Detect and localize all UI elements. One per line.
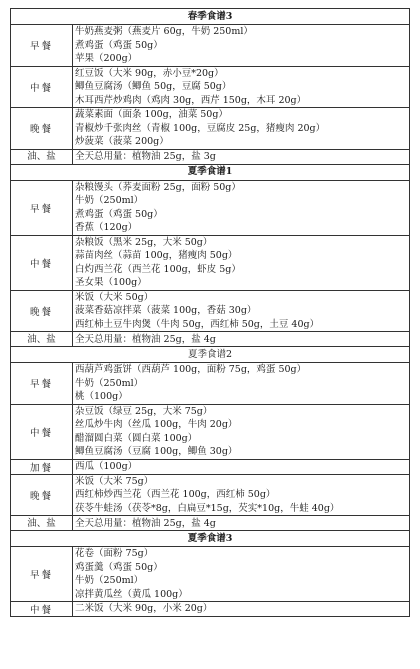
meal-row [11, 602, 410, 617]
meal-items [73, 332, 410, 347]
meal-items [73, 290, 410, 332]
food-item: 二米饭（大米 90g，小米 20g） [75, 603, 213, 615]
food-item: 杂豆饭（绿豆 25g，大米 75g） [75, 405, 213, 417]
meal-items [73, 235, 410, 290]
meal-items [73, 363, 410, 405]
meal-label: 中餐 [11, 602, 73, 617]
meal-items [73, 602, 410, 617]
food-item: 鲫鱼豆腐汤（豆腐 100g，鲫鱼 30g） [75, 446, 238, 457]
meal-row [11, 547, 410, 602]
section-title-row [11, 531, 410, 547]
meal-row [11, 459, 410, 474]
meal-row [11, 474, 410, 516]
recipe-table-body [11, 9, 410, 617]
daily-total-text: 全天总用量：植物油 25g，盐 3g [75, 151, 216, 162]
meal-items [73, 180, 410, 235]
meal-row [11, 108, 410, 150]
food-item: 西葫芦鸡蛋饼（西葫芦 100g，面粉 75g，鸡蛋 50g） [75, 364, 307, 375]
section-title-row [11, 347, 410, 363]
food-item: 花卷（面粉 75g） [75, 548, 154, 559]
meal-items [73, 459, 410, 474]
food-item: 牛奶（250ml） [75, 195, 144, 206]
food-item: 白灼西兰花（西兰花 100g，虾皮 5g） [75, 263, 241, 275]
meal-row [11, 404, 410, 459]
food-item: 苹果（200g） [75, 53, 138, 64]
meal-label: 晚餐 [11, 108, 73, 150]
meal-label: 早餐 [11, 180, 73, 235]
daily-total-row [11, 149, 410, 164]
food-item: 煮鸡蛋（鸡蛋 50g） [75, 208, 163, 220]
meal-label: 早餐 [11, 363, 73, 405]
meal-items [73, 25, 410, 67]
meal-row [11, 180, 410, 235]
daily-total-row [11, 332, 410, 347]
meal-items [73, 547, 410, 602]
meal-label: 晚餐 [11, 474, 73, 516]
meal-items [73, 404, 410, 459]
food-item: 醋溜圆白菜（圆白菜 100g） [75, 432, 198, 444]
food-item: 米饭（大米 50g） [75, 291, 154, 303]
meal-row [11, 363, 410, 405]
meal-row [11, 235, 410, 290]
food-item: 鲫鱼豆腐汤（鲫鱼 50g，豆腐 50g） [75, 81, 232, 92]
section-title: 春季食谱3 [11, 9, 410, 25]
food-item: 丝瓜炒牛肉（丝瓜 100g，牛肉 20g） [75, 419, 238, 430]
meal-items [73, 149, 410, 164]
daily-total-row [11, 516, 410, 531]
food-item: 香蕉（120g） [75, 222, 138, 233]
recipe-table [10, 8, 410, 617]
meal-items [73, 516, 410, 531]
daily-total-text: 全天总用量：植物油 25g，盐 4g [75, 333, 216, 345]
food-item: 蔬菜素面（面条 100g，油菜 50g） [75, 109, 228, 120]
section-title-row [11, 164, 410, 180]
section-title: 夏季食谱2 [11, 347, 410, 363]
food-item: 炒菠菜（菠菜 200g） [75, 136, 169, 147]
meal-label: 油、盐 [11, 149, 73, 164]
section-title-row [11, 9, 410, 25]
food-item: 桃（100g） [75, 391, 128, 402]
meal-label: 中餐 [11, 404, 73, 459]
food-item: 牛奶（250ml） [75, 575, 144, 586]
food-item: 牛奶（250ml） [75, 377, 144, 389]
food-item: 青椒炒千张肉丝（青椒 100g，豆腐皮 25g，猪瘦肉 20g） [75, 122, 326, 134]
food-item: 红豆饭（大米 90g，赤小豆*20g） [75, 67, 224, 79]
food-item: 圣女果（100g） [75, 277, 147, 288]
food-item: 凉拌黄瓜丝（黄瓜 100g） [75, 588, 188, 600]
meal-label: 晚餐 [11, 290, 73, 332]
meal-label: 中餐 [11, 235, 73, 290]
meal-label: 加餐 [11, 459, 73, 474]
food-item: 牛奶燕麦粥（燕麦片 60g，牛奶 250ml） [75, 26, 253, 37]
meal-label: 早餐 [11, 547, 73, 602]
food-item: 米饭（大米 75g） [75, 475, 154, 487]
meal-items [73, 474, 410, 516]
meal-row [11, 66, 410, 108]
section-title: 夏季食谱1 [11, 164, 410, 180]
food-item: 菠菜香菇凉拌菜（菠菜 100g，香菇 30g） [75, 305, 257, 316]
food-item: 西红柿炒西兰花（西兰花 100g，西红柿 50g） [75, 489, 276, 500]
section-title: 夏季食谱3 [11, 531, 410, 547]
food-item: 茯苓牛蛙汤（茯苓*8g，白扁豆*15g，芡实*10g，牛蛙 40g） [75, 502, 340, 514]
meal-label: 油、盐 [11, 516, 73, 531]
meal-row [11, 290, 410, 332]
food-item: 鸡蛋羹（鸡蛋 50g） [75, 561, 163, 573]
daily-total-text: 全天总用量：植物油 25g，盐 4g [75, 517, 216, 529]
food-item: 煮鸡蛋（鸡蛋 50g） [75, 39, 163, 51]
meal-label: 中餐 [11, 66, 73, 108]
meal-items [73, 66, 410, 108]
food-item: 木耳西芹炒鸡肉（鸡肉 30g，西芹 150g，木耳 20g） [75, 94, 307, 106]
food-item: 杂粮馒头（荞麦面粉 25g，面粉 50g） [75, 181, 241, 193]
food-item: 杂粮饭（黑米 25g，大米 50g） [75, 236, 213, 248]
meal-label: 早餐 [11, 25, 73, 67]
meal-row [11, 25, 410, 67]
food-item: 西瓜（100g） [75, 460, 138, 472]
food-item: 西红柿土豆牛肉煲（牛肉 50g，西红柿 50g，土豆 40g） [75, 318, 320, 330]
meal-label: 油、盐 [11, 332, 73, 347]
food-item: 蒜苗肉丝（蒜苗 100g，猪瘦肉 50g） [75, 250, 238, 261]
meal-items [73, 108, 410, 150]
